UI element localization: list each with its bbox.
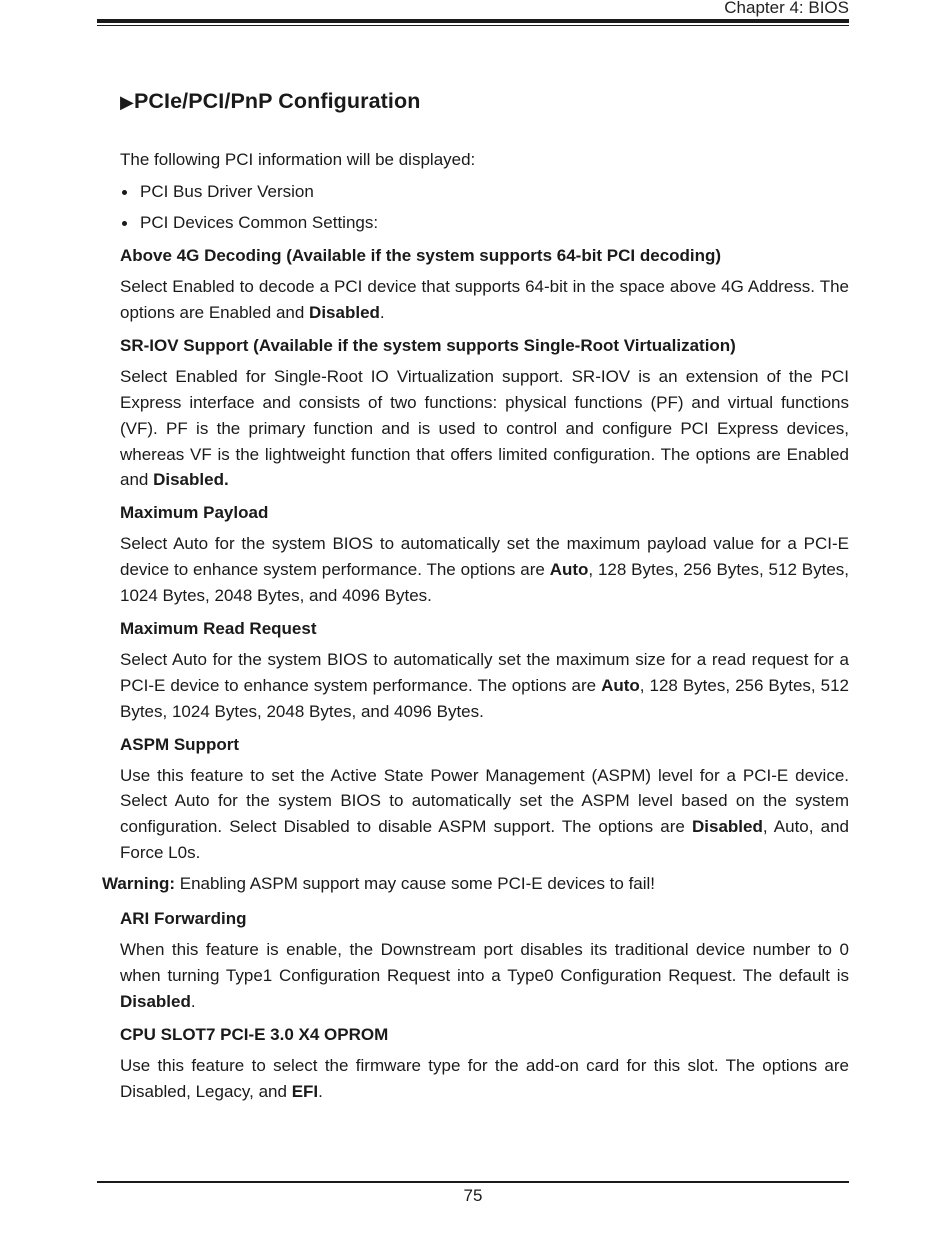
section-heading-max-read-request: Maximum Read Request — [120, 619, 317, 638]
running-header: Chapter 4: BIOS — [724, 0, 849, 17]
warning-note — [102, 871, 849, 897]
section-body-max-payload: Select Auto for the system BIOS to automatically set the maximum payload value for a PCI-E device to enhance system performance. The options are Auto, 128 Bytes, 256 Bytes, 512 Bytes, 1024 Bytes, 2048 Bytes, and 4096 Bytes. — [120, 534, 850, 606]
warning-text: Enabling ASPM support may cause some PCI-E devices to fail! — [175, 874, 656, 894]
page-number: 75 — [463, 1186, 483, 1205]
warning-label: Warning: — [102, 874, 176, 894]
section-heading-sr-iov: SR-IOV Support (Available if the system supports Single-Root Virtualization) — [120, 335, 736, 355]
section-body-sr-iov: Select Enabled for Single-Root IO Virtualization support. SR-IOV is an extension of the PCI Express interface and consists of two functions: physical functions (PF) and virtual functions (VF). PF is the primary function and is used to control and configure PCI Express devices, whereas VF is the lightweight function that offers limited configuration. The options are Enabled and Disabled. — [120, 366, 849, 490]
header-rule-thick — [97, 19, 849, 23]
section-heading-max-payload: Maximum Payload — [120, 503, 269, 523]
page-title-text: PCIe/PCI/PnP Configuration — [133, 89, 421, 113]
intro-text: The following PCI information will be displayed: — [120, 150, 476, 169]
section-body-cpu-slot7-oprom: Use this feature to select the firmware type for the add-on card for this slot. The options are Disabled, Legacy, and EFI. — [120, 1055, 849, 1101]
info-bullet-list — [120, 179, 849, 236]
section-body-aspm: Use this feature to set the Active State Power Management (ASPM) level for a PCI-E device. Select Auto for the system BIOS to automatically set the ASPM level based on the system configuration. Select Disabled to disable ASPM support. The options are Disabled, Auto, and Force L0s. — [120, 765, 849, 863]
triangle-marker-icon: ▶ — [120, 92, 134, 112]
section-heading-cpu-slot7-oprom: CPU SLOT7 PCI-E 3.0 X4 OPROM — [120, 1024, 389, 1044]
bullet-item: PCI Devices Common Settings: — [120, 210, 849, 236]
bullet-item: PCI Bus Driver Version — [120, 179, 849, 205]
section-body-max-read-request: Select Auto for the system BIOS to automatically set the maximum size for a read request for a PCI-E device to enhance system performance. The options are Auto, 128 Bytes, 256 Bytes, 512 Bytes, 1024 Bytes, 2048 Bytes, and 4096 Bytes. — [120, 649, 849, 721]
section-body-ari-forwarding: When this feature is enable, the Downstream port disables its traditional device number to 0 when turning Type1 Configuration Request into a Type0 Configuration Request. The default is Disabled. — [120, 939, 849, 1011]
section-body-above-4g: Select Enabled to decode a PCI device that supports 64-bit in the space above 4G Address. The options are Enabled and Disabled. — [120, 277, 849, 323]
main-content — [102, 147, 850, 1104]
section-heading-above-4g: Above 4G Decoding (Available if the system supports 64-bit PCI decoding) — [120, 246, 722, 266]
section-heading-ari-forwarding: ARI Forwarding — [120, 909, 247, 929]
footer-rule — [97, 1181, 849, 1183]
section-heading-aspm: ASPM Support — [120, 734, 239, 754]
header-rule-thin — [97, 25, 849, 26]
page-title — [120, 89, 420, 114]
